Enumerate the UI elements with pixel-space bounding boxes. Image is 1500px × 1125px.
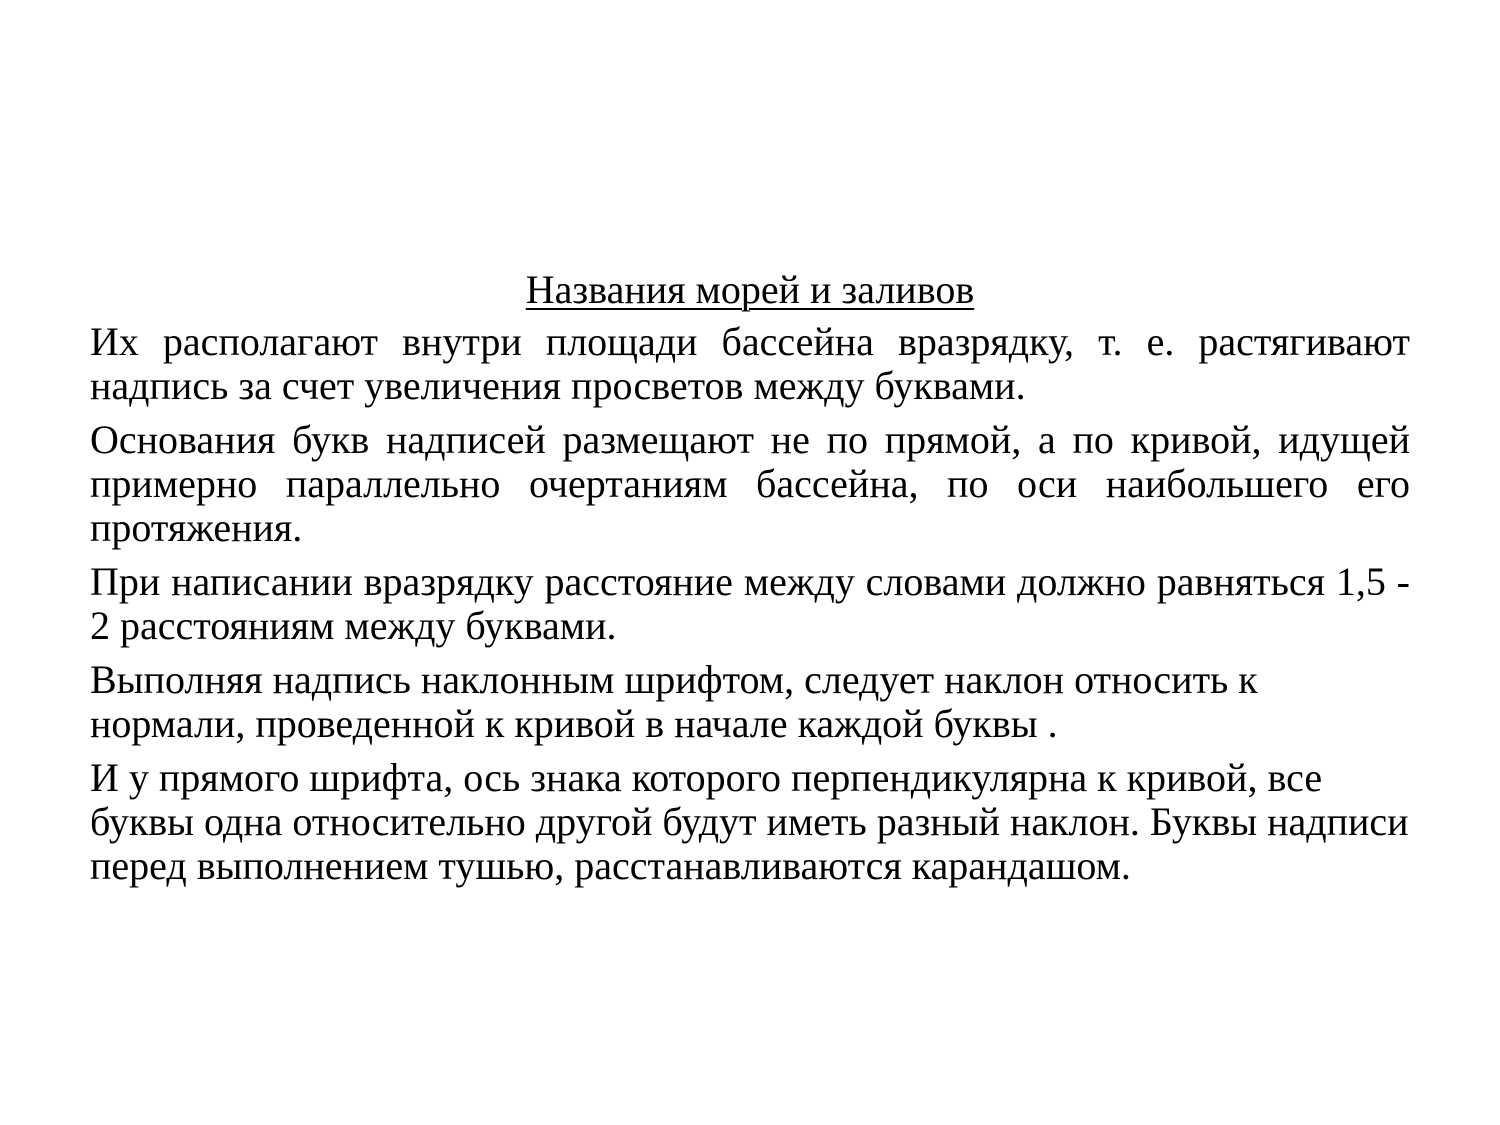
slide-title: Названия морей и заливов <box>525 267 975 312</box>
paragraph-3: При написании вразрядку расстояние между словами должно равняться 1,5 - 2 расстояниям между буквами. <box>90 559 1410 648</box>
paragraph-5: И у прямого шрифта, ось знака которого перпендикулярна к кривой, все буквы одна относительно другой будут иметь разный наклон. Буквы надписи перед выполнением тушью, расстанавливаются карандашом. <box>90 755 1409 888</box>
paragraph-4: Выполняя надпись наклонным шрифтом, следует наклон относить к нормали, проведенной к кривой в начале каждой буквы . <box>90 657 1258 746</box>
slide-body <box>90 320 1410 898</box>
paragraph-2: Основания букв надписей размещают не по прямой, а по кривой, идущей примерно параллельно очертаниям бассейна, по оси наибольшего его протяжения. <box>90 417 1410 550</box>
paragraph-1: Их располагают внутри площади бассейна вразрядку, т. е. растягивают надпись за счет увеличения просветов между буквами. <box>90 319 1410 408</box>
